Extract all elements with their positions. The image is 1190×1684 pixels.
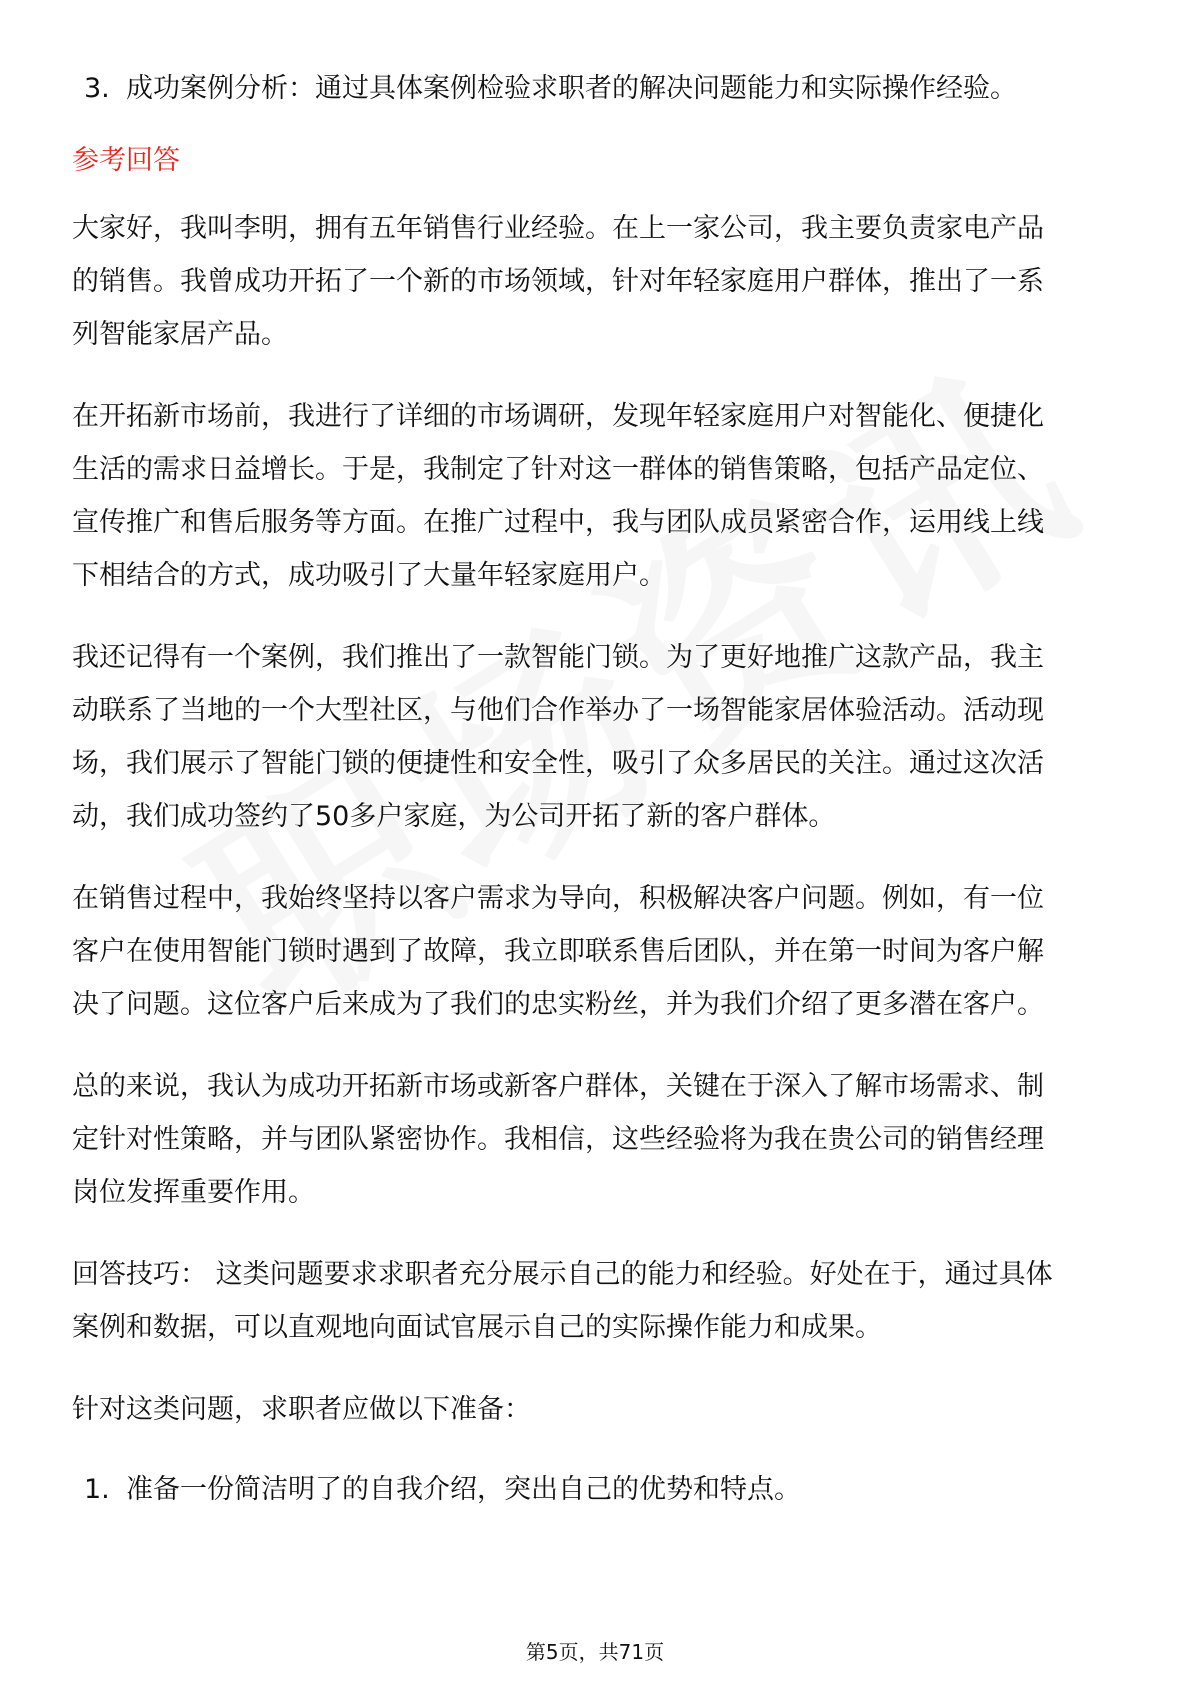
page-footer: 第5页，共71页	[525, 1640, 665, 1664]
paragraph-line: 在销售过程中，我始终坚持以客户需求为导向，积极解决客户问题。例如，有一位	[72, 883, 1044, 914]
list-item-1	[84, 1472, 801, 1508]
list-text: 成功案例分析：通过具体案例检验求职者的解决问题能力和实际操作经验。	[126, 73, 1017, 104]
section-heading: 参考回答	[72, 145, 180, 176]
paragraph-line: 总的来说，我认为成功开拓新市场或新客户群体，关键在于深入了解市场需求、制	[72, 1071, 1044, 1102]
list-item-3	[84, 71, 1017, 107]
paragraph-line: 下相结合的方式，成功吸引了大量年轻家庭用户。	[72, 560, 666, 591]
paragraph-line: 岗位发挥重要作用。	[72, 1177, 315, 1208]
list-number: 3.	[84, 73, 110, 104]
paragraph-7: 针对这类问题，求职者应做以下准备：	[72, 1394, 531, 1425]
paragraph-line: 客户在使用智能门锁时遇到了故障，我立即联系售后团队，并在第一时间为客户解	[72, 936, 1044, 967]
paragraph-line: 大家好，我叫李明，拥有五年销售行业经验。在上一家公司，我主要负责家电产品	[72, 213, 1044, 244]
paragraph-line: 宣传推广和售后服务等方面。在推广过程中，我与团队成员紧密合作，运用线上线	[72, 507, 1044, 538]
paragraph-line: 动，我们成功签约了50多户家庭，为公司开拓了新的客户群体。	[72, 801, 836, 832]
paragraph-line: 回答技巧： 这类问题要求求职者充分展示自己的能力和经验。好处在于，通过具体	[72, 1259, 1053, 1290]
paragraph-line: 案例和数据，可以直观地向面试官展示自己的实际操作能力和成果。	[72, 1312, 882, 1343]
paragraph-line: 动联系了当地的一个大型社区，与他们合作举办了一场智能家居体验活动。活动现	[72, 695, 1044, 726]
paragraph-line: 生活的需求日益增长。于是，我制定了针对这一群体的销售策略，包括产品定位、	[72, 454, 1044, 485]
list-text: 准备一份简洁明了的自我介绍，突出自己的优势和特点。	[126, 1474, 801, 1505]
paragraph-line: 的销售。我曾成功开拓了一个新的市场领域，针对年轻家庭用户群体，推出了一系	[72, 266, 1044, 297]
list-number: 1.	[84, 1474, 110, 1505]
paragraph-line: 定针对性策略，并与团队紧密协作。我相信，这些经验将为我在贵公司的销售经理	[72, 1124, 1044, 1155]
paragraph-line: 决了问题。这位客户后来成为了我们的忠实粉丝，并为我们介绍了更多潜在客户。	[72, 989, 1044, 1020]
paragraph-line: 列智能家居产品。	[72, 319, 288, 350]
paragraph-line: 在开拓新市场前，我进行了详细的市场调研，发现年轻家庭用户对智能化、便捷化	[72, 401, 1044, 432]
paragraph-line: 我还记得有一个案例，我们推出了一款智能门锁。为了更好地推广这款产品，我主	[72, 642, 1044, 673]
paragraph-line: 场，我们展示了智能门锁的便捷性和安全性，吸引了众多居民的关注。通过这次活	[72, 748, 1044, 779]
